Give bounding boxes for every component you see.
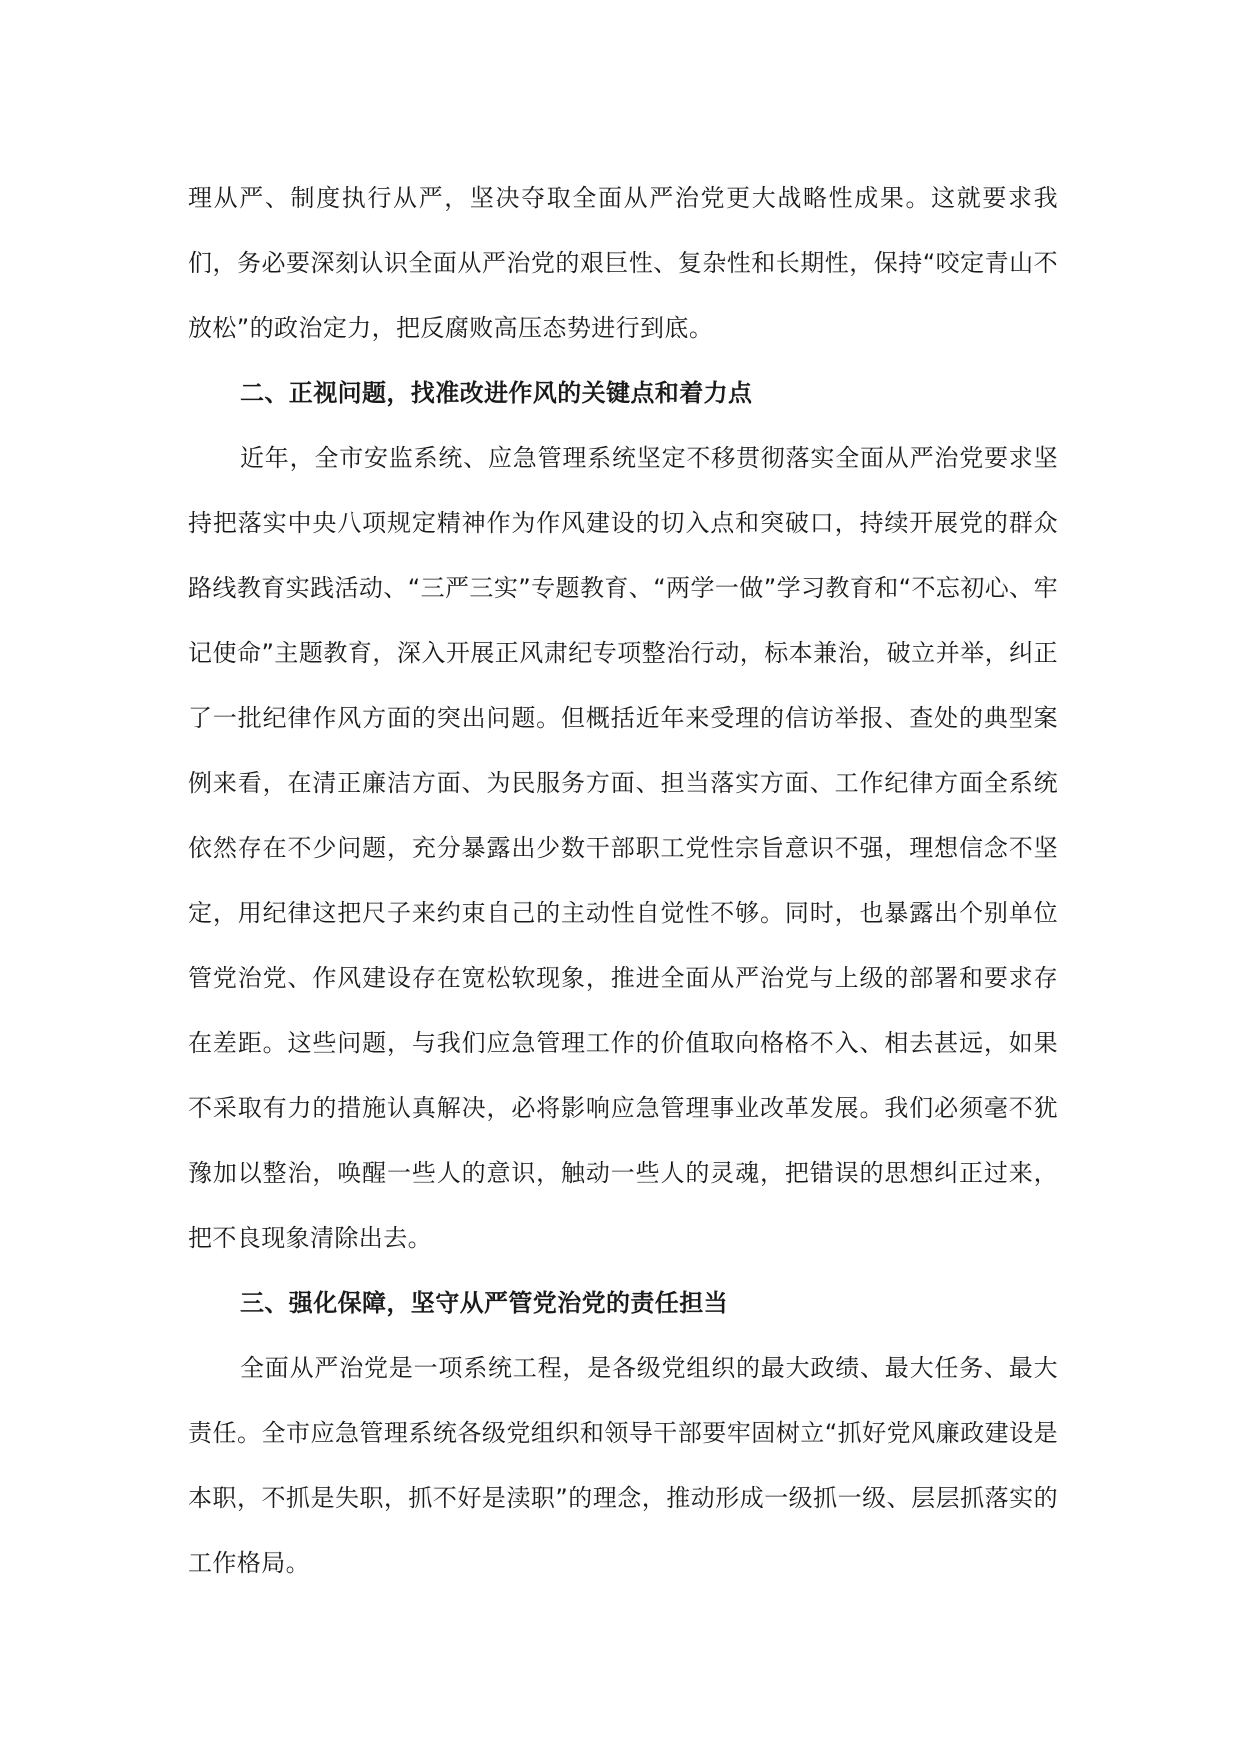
- document-page: [188, 166, 1058, 1596]
- paragraph-body-3: 全面从严治党是一项系统工程，是各级党组织的最大政绩、最大任务、最大责任。全市应急管理系统各级党组织和领导干部要牢固树立“抓好党风廉政建设是本职，不抓是失职，抓不好是渎职”的理念，推动形成一级抓一级、层层抓落实的工作格局。: [188, 1354, 1058, 1577]
- paragraph-continued: 理从严、制度执行从严，坚决夺取全面从严治党更大战略性成果。这就要求我们，务必要深刻认识全面从严治党的艰巨性、复杂性和长期性，保持“咬定青山不放松”的政治定力，把反腐败高压态势进行到底。: [188, 184, 1058, 342]
- section-heading-2: 二、正视问题，找准改进作风的关键点和着力点: [240, 379, 753, 407]
- section-heading-3: 三、强化保障，坚守从严管党治党的责任担当: [240, 1289, 728, 1317]
- paragraph-body-2: 近年，全市安监系统、应急管理系统坚定不移贯彻落实全面从严治党要求坚持把落实中央八项规定精神作为作风建设的切入点和突破口，持续开展党的群众路线教育实践活动、“三严三实”专题教育、“两学一做”学习教育和“不忘初心、牢记使命”主题教育，深入开展正风肃纪专项整治行动，标本兼治，破立并举，纠正了一批纪律作风方面的突出问题。但概括近年来受理的信访举报、查处的典型案例来看，在清正廉洁方面、为民服务方面、担当落实方面、工作纪律方面全系统依然存在不少问题，充分暴露出少数干部职工党性宗旨意识不强，理想信念不坚定，用纪律这把尺子来约束自己的主动性自觉性不够。同时，也暴露出个别单位管党治党、作风建设存在宽松软现象，推进全面从严治党与上级的部署和要求存在差距。这些问题，与我们应急管理工作的价值取向格格不入、相去甚远，如果不采取有力的措施认真解决，必将影响应急管理事业改革发展。我们必须毫不犹豫加以整治，唤醒一些人的意识，触动一些人的灵魂，把错误的思想纠正过来，把不良现象清除出去。: [188, 444, 1058, 1252]
